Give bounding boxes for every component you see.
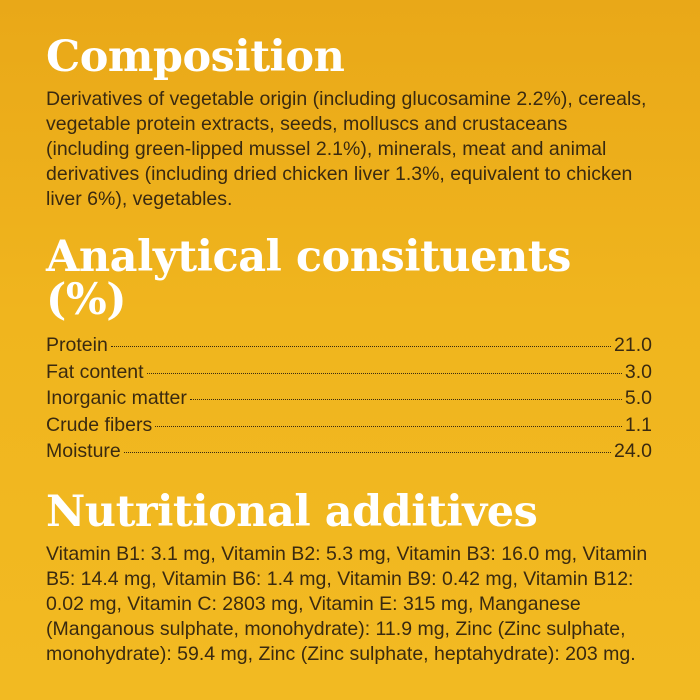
analytical-row-moisture (46, 438, 652, 465)
dot-leader (190, 399, 622, 400)
dot-leader (124, 452, 611, 453)
analytical-row-fat (46, 359, 652, 386)
additives-text: Vitamin B1: 3.1 mg, Vitamin B2: 5.3 mg, Vitamin B3: 16.0 mg, Vitamin B5: 14.4 mg, Vitamin B6: 1.4 mg, Vitamin B9: 0.42 mg, Vitamin B12: 0.02 mg, Vitamin C: 2803 mg, Vitamin E: 315 mg, Manganese (Manganous sulphate, monohydrate): 11.9 mg, Zinc (Zinc sulphate, monohydrate): 59.4 mg, Zinc (Zinc sulphate, heptahydrate): 203 mg. (46, 542, 648, 665)
composition-text: Derivatives of vegetable origin (including glucosamine 2.2%), cereals, vegetable protein extracts, seeds, molluscs and crustaceans (including green-lipped mussel 2.1%), minerals, meat and animal derivatives (including dried chicken liver 1.3%, equivalent to chicken liver 6%), vegetables. (46, 88, 647, 210)
row-value: 1.1 (624, 413, 652, 436)
dot-leader (111, 346, 611, 347)
analytical-row-inorganic (46, 385, 652, 412)
dot-leader (147, 373, 622, 374)
row-label: Inorganic matter (46, 387, 187, 409)
row-label: Protein (46, 334, 108, 356)
row-value: 3.0 (624, 360, 652, 383)
analytical-heading: Analytical consituents (%) (46, 232, 571, 325)
row-label: Moisture (46, 440, 121, 462)
analytical-table (46, 332, 652, 465)
composition-heading: Composition (46, 32, 345, 82)
nutrition-panel (46, 32, 652, 667)
analytical-row-protein (46, 332, 652, 359)
row-value: 21.0 (614, 334, 652, 356)
row-label: Fat content (46, 360, 144, 383)
dot-leader (155, 426, 622, 427)
row-label: Crude fibers (46, 413, 153, 436)
row-value: 5.0 (624, 387, 652, 409)
row-value: 24.0 (614, 440, 652, 462)
additives-heading: Nutritional additives (46, 486, 538, 537)
analytical-row-fibers (46, 412, 652, 439)
